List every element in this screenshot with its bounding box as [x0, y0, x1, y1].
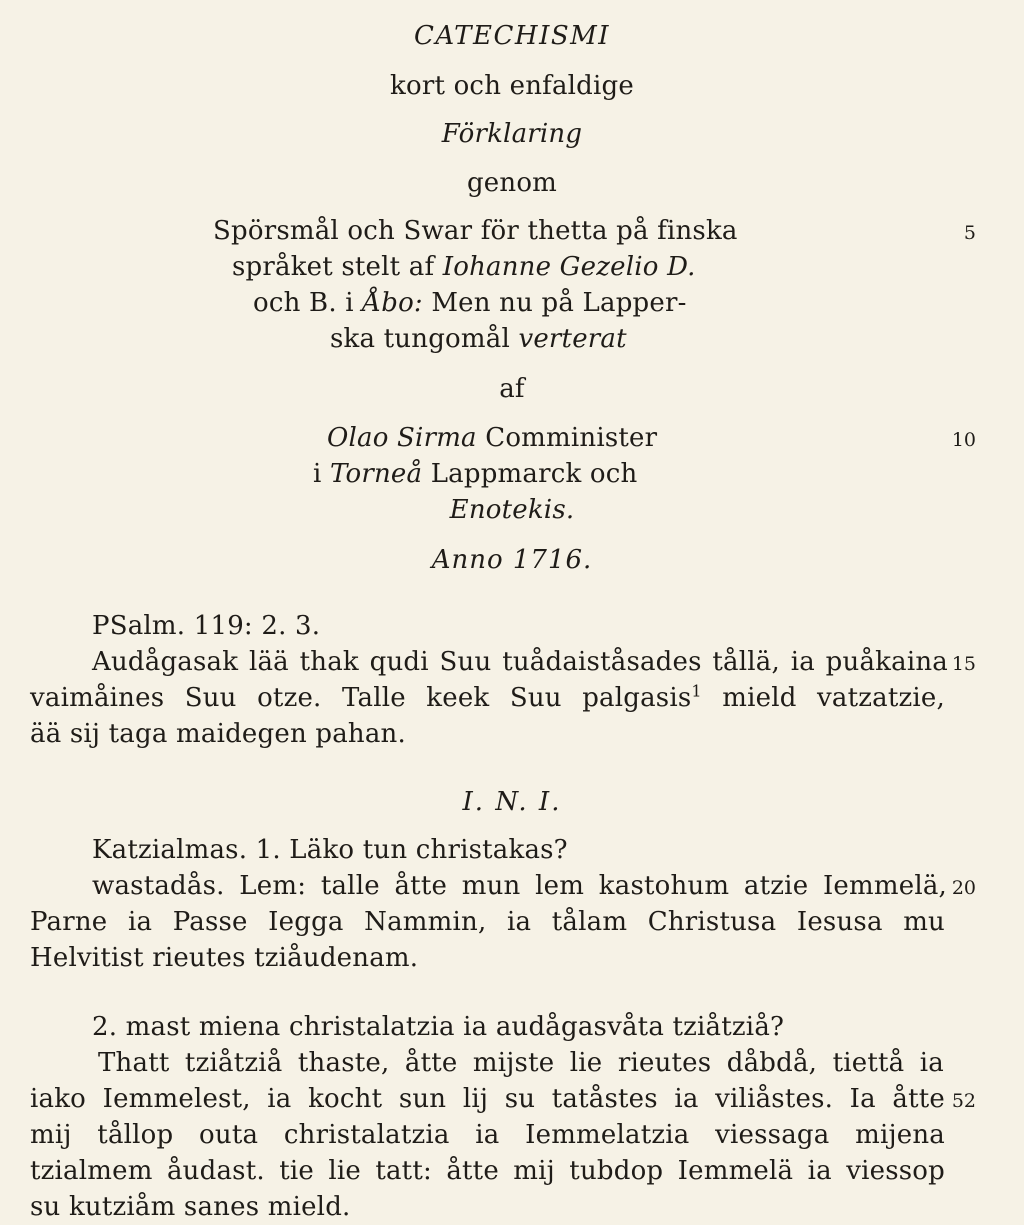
question-2: 2. mast miena christalatzia ia audågasvåta tziåtziå? — [92, 1012, 785, 1042]
title-line-7-text: och B. i — [253, 288, 363, 318]
author-gezelio: Iohanne Gezelio D. — [442, 252, 696, 282]
answer-2-line-2: iako Iemmelest, ia kocht sun lij su tatåstes ia viliåstes. Ia åtte — [30, 1084, 945, 1114]
place-abo: Åbo: — [362, 288, 423, 318]
title-genom: genom — [466, 168, 558, 198]
line-number-15: 15 — [951, 653, 976, 675]
psalm-line-2-text: vaimåines Suu otze. Talle keek Suu palgasis — [30, 683, 692, 713]
psalm-line-1: Audågasak lää thak qudi Suu tuådaiståsades tållä, ia puåkaina — [92, 647, 948, 677]
footnote-marker: 1 — [691, 681, 702, 701]
line-number-5: 5 — [963, 222, 976, 244]
title-line-10 — [327, 422, 657, 454]
title-enotekis: Enotekis. — [449, 495, 575, 525]
answer-1-line-2: Parne ia Passe Iegga Nammin, ia tålam Christusa Iesusa mu — [30, 907, 945, 937]
place-tornea: Torneå — [329, 459, 423, 489]
answer-2-line-5: su kutziåm sanes mield. — [30, 1192, 351, 1222]
title-line-5: Spörsmål och Swar för thetta på finska — [213, 216, 738, 246]
title-anno: Anno 1716. — [431, 545, 593, 575]
title-line-8-text: ska tungomål — [330, 324, 519, 354]
title-line-2: kort och enfaldige — [390, 71, 634, 101]
psalm-reference: PSalm. 119: 2. 3. — [92, 611, 321, 641]
title-forklaring: Förklaring — [441, 119, 583, 149]
answer-2-line-4: tzialmem åudast. tie lie tatt: åtte mij tubdop Iemmelä ia viessop — [30, 1156, 945, 1186]
title-line-6-text: språket stelt af — [232, 252, 443, 282]
title-line-7-rest: Men nu på Lapper- — [422, 288, 687, 318]
author-sirma: Olao Sirma — [327, 423, 477, 453]
title-line-7 — [253, 287, 687, 319]
line-number-20: 20 — [951, 877, 976, 899]
title-line-11-rest: Lappmarck och — [422, 459, 638, 489]
title-line-10-rest: Comminister — [476, 423, 658, 453]
line-number-10: 10 — [951, 429, 976, 451]
title-af: af — [499, 374, 525, 404]
title-catechismi: CATECHISMI — [413, 21, 611, 51]
title-line-8 — [330, 323, 627, 355]
line-number-52: 52 — [951, 1090, 976, 1112]
answer-1-line-3: Helvitist rieutes tziåudenam. — [30, 943, 419, 973]
answer-1-line-1: wastadås. Lem: talle åtte mun lem kastohum atzie Iemmelä, — [92, 871, 947, 901]
psalm-line-2 — [30, 682, 945, 714]
title-line-11 — [313, 458, 637, 490]
answer-2-line-3: mij tållop outa christalatzia ia Iemmelatzia viessaga mijena — [30, 1120, 945, 1150]
section-heading: I. N. I. — [462, 787, 562, 817]
title-line-6 — [232, 251, 696, 283]
psalm-line-2-rest: mield vatzatzie, — [701, 683, 945, 713]
question-1: Katzialmas. 1. Läko tun christakas? — [92, 835, 568, 865]
answer-2-line-1: Thatt tziåtziå thaste, åtte mijste lie rieutes dåbdå, tiettå ia — [98, 1048, 944, 1078]
psalm-line-3: ää sij taga maidegen pahan. — [30, 719, 406, 749]
word-verterat: verterat — [518, 324, 627, 354]
title-line-11-text: i — [313, 459, 330, 489]
